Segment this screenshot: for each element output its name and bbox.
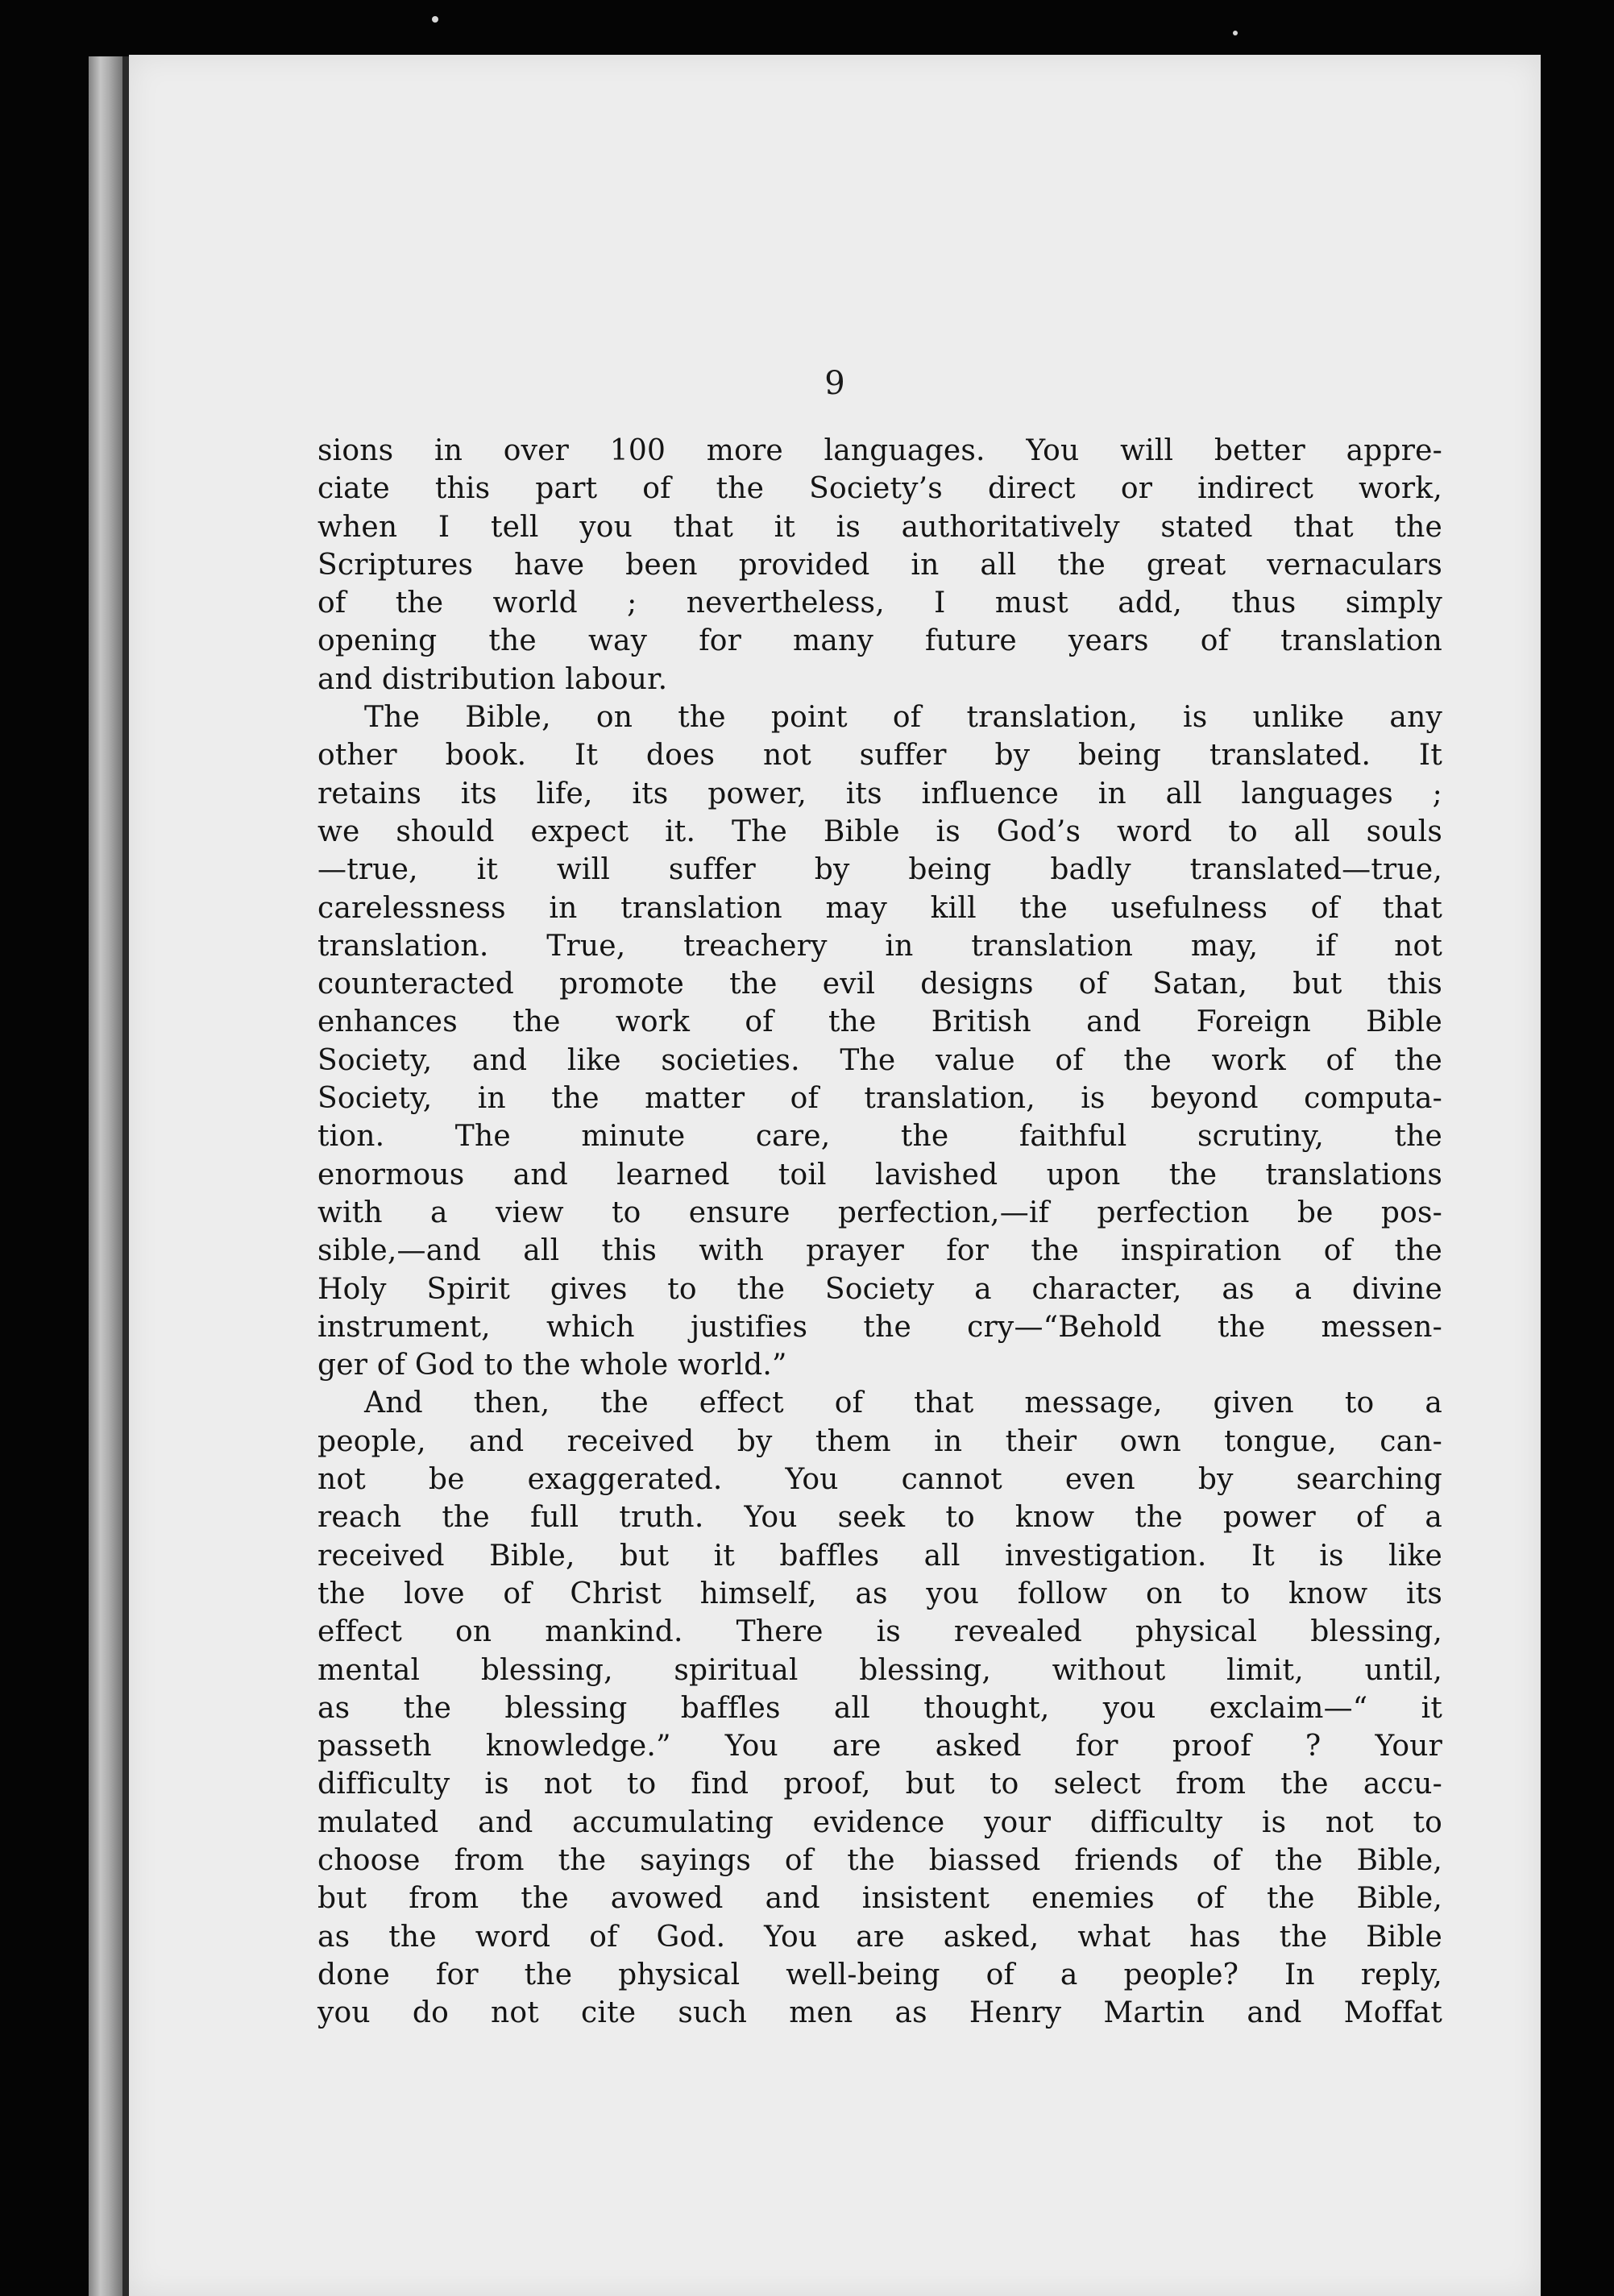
text-line-content: of the world ; nevertheless, I must add, thus simply [317,586,1442,620]
text-line [317,1918,1442,1956]
text-line [317,1727,1442,1765]
text-line [317,1423,1442,1461]
text-line-content: enhances the work of the British and Foreign Bible [317,1005,1442,1039]
text-line [317,775,1442,813]
text-line-content: reach the full truth. You seek to know the power of a [317,1501,1442,1535]
text-line-content: sible,—and all this with prayer for the inspiration of the [317,1234,1442,1268]
body-text [317,432,1442,2032]
text-line [317,1956,1442,1994]
text-line [317,1842,1442,1879]
text-line [317,1765,1442,1803]
text-line-content: The Bible, on the point of translation, is unlike any [364,701,1442,735]
text-line-content: mental blessing, spiritual blessing, without limit, until, [317,1653,1442,1687]
text-line-content: but from the avowed and insistent enemies of the Bible, [317,1882,1442,1916]
text-line [317,1879,1442,1917]
text-line-content: passeth knowledge.” You are asked for proof ? Your [317,1730,1442,1763]
text-line-content: ciate this part of the Society’s direct or indirect work, [317,472,1442,506]
text-line [317,661,1442,698]
text-line-content: other book. It does not suffer by being translated. It [317,739,1442,773]
text-line [317,622,1442,660]
text-line-content: we should expect it. The Bible is God’s word to all souls [317,814,1442,848]
text-line-content: you do not cite such men as Henry Martin and Moffat [317,1996,1442,2030]
text-line [317,965,1442,1003]
text-line-content: choose from the sayings of the biassed friends of the Bible, [317,1843,1442,1877]
text-line-content: with a view to ensure perfection,—if perfection be pos- [317,1196,1442,1229]
text-line-content: and distribution labour. [317,662,668,696]
text-line [317,1156,1442,1194]
text-line [317,1994,1442,2032]
text-line [317,1384,1442,1422]
text-line [317,736,1442,774]
text-line-content: translation. True, treachery in translation may, if not [317,929,1442,963]
text-line [317,1308,1442,1346]
text-line [317,1804,1442,1842]
text-line-content: opening the way for many future years of translation [317,624,1442,658]
text-line-content: not be exaggerated. You cannot even by searching [317,1463,1442,1497]
text-line [317,1270,1442,1308]
text-line [317,1613,1442,1651]
text-line [317,851,1442,889]
text-line [317,1652,1442,1689]
text-line [317,813,1442,851]
text-line-content: counteracted promote the evil designs of Satan, but this [317,968,1442,1001]
text-line-content: carelessness in translation may kill the usefulness of that [317,891,1442,925]
text-line [317,432,1442,470]
text-line [317,889,1442,927]
text-line-content: done for the physical well-being of a people? In reply, [317,1958,1442,1991]
scan-speck [432,16,438,23]
text-line [317,698,1442,736]
text-line-content: difficulty is not to find proof, but to select from the accu- [317,1768,1442,1801]
binding-edge [122,56,129,2296]
text-line-content: retains its life, its power, its influence in all languages ; [317,777,1442,810]
text-line [317,1117,1442,1155]
text-line [317,1498,1442,1536]
text-line-content: instrument, which justifies the cry—“Behold the messen- [317,1310,1442,1344]
text-line-content: people, and received by them in their own tongue, can- [317,1424,1442,1458]
text-line [317,546,1442,584]
text-line [317,1194,1442,1232]
text-line-content: as the word of God. You are asked, what has the Bible [317,1920,1442,1954]
text-line-content: —true, it will suffer by being badly translated—true, [317,853,1442,887]
text-line-content: as the blessing baffles all thought, you exclaim—“ it [317,1691,1442,1725]
text-line [317,927,1442,965]
text-line-content: Society, in the matter of translation, is beyond computa- [317,1082,1442,1116]
text-line [317,584,1442,622]
text-line-content: Scriptures have been provided in all the great vernaculars [317,548,1442,582]
text-line [317,1575,1442,1613]
text-line-content: when I tell you that it is authoritatively stated that the [317,510,1442,544]
text-line-content: received Bible, but it baffles all investigation. It is like [317,1539,1442,1573]
text-line [317,1537,1442,1575]
text-line-content: effect on mankind. There is revealed physical blessing, [317,1615,1442,1649]
text-line [317,508,1442,546]
text-line [317,1042,1442,1080]
text-line-content: Society, and like societies. The value of the work of the [317,1043,1442,1077]
scan-speck [1233,31,1238,35]
text-line-content: And then, the effect of that message, given to a [364,1386,1442,1420]
text-line-content: sions in over 100 more languages. You will better appre- [317,434,1442,467]
text-line [317,1461,1442,1498]
text-line-content: tion. The minute care, the faithful scrutiny, the [317,1120,1442,1154]
text-line [317,1346,1442,1384]
text-line [317,1003,1442,1041]
text-line-content: mulated and accumulating evidence your difficulty is not to [317,1805,1442,1839]
text-line-content: ger of God to the whole world.” [317,1349,787,1382]
text-line [317,1689,1442,1727]
text-line-content: enormous and learned toil lavished upon the translations [317,1158,1442,1192]
text-line-content: Holy Spirit gives to the Society a character, as a divine [317,1272,1442,1306]
text-line [317,1080,1442,1117]
binding-strip [89,56,122,2296]
text-line [317,1232,1442,1270]
page-number: 9 [824,365,845,402]
book-page [129,55,1541,2296]
text-line [317,470,1442,508]
text-line-content: the love of Christ himself, as you follow on to know its [317,1577,1442,1610]
